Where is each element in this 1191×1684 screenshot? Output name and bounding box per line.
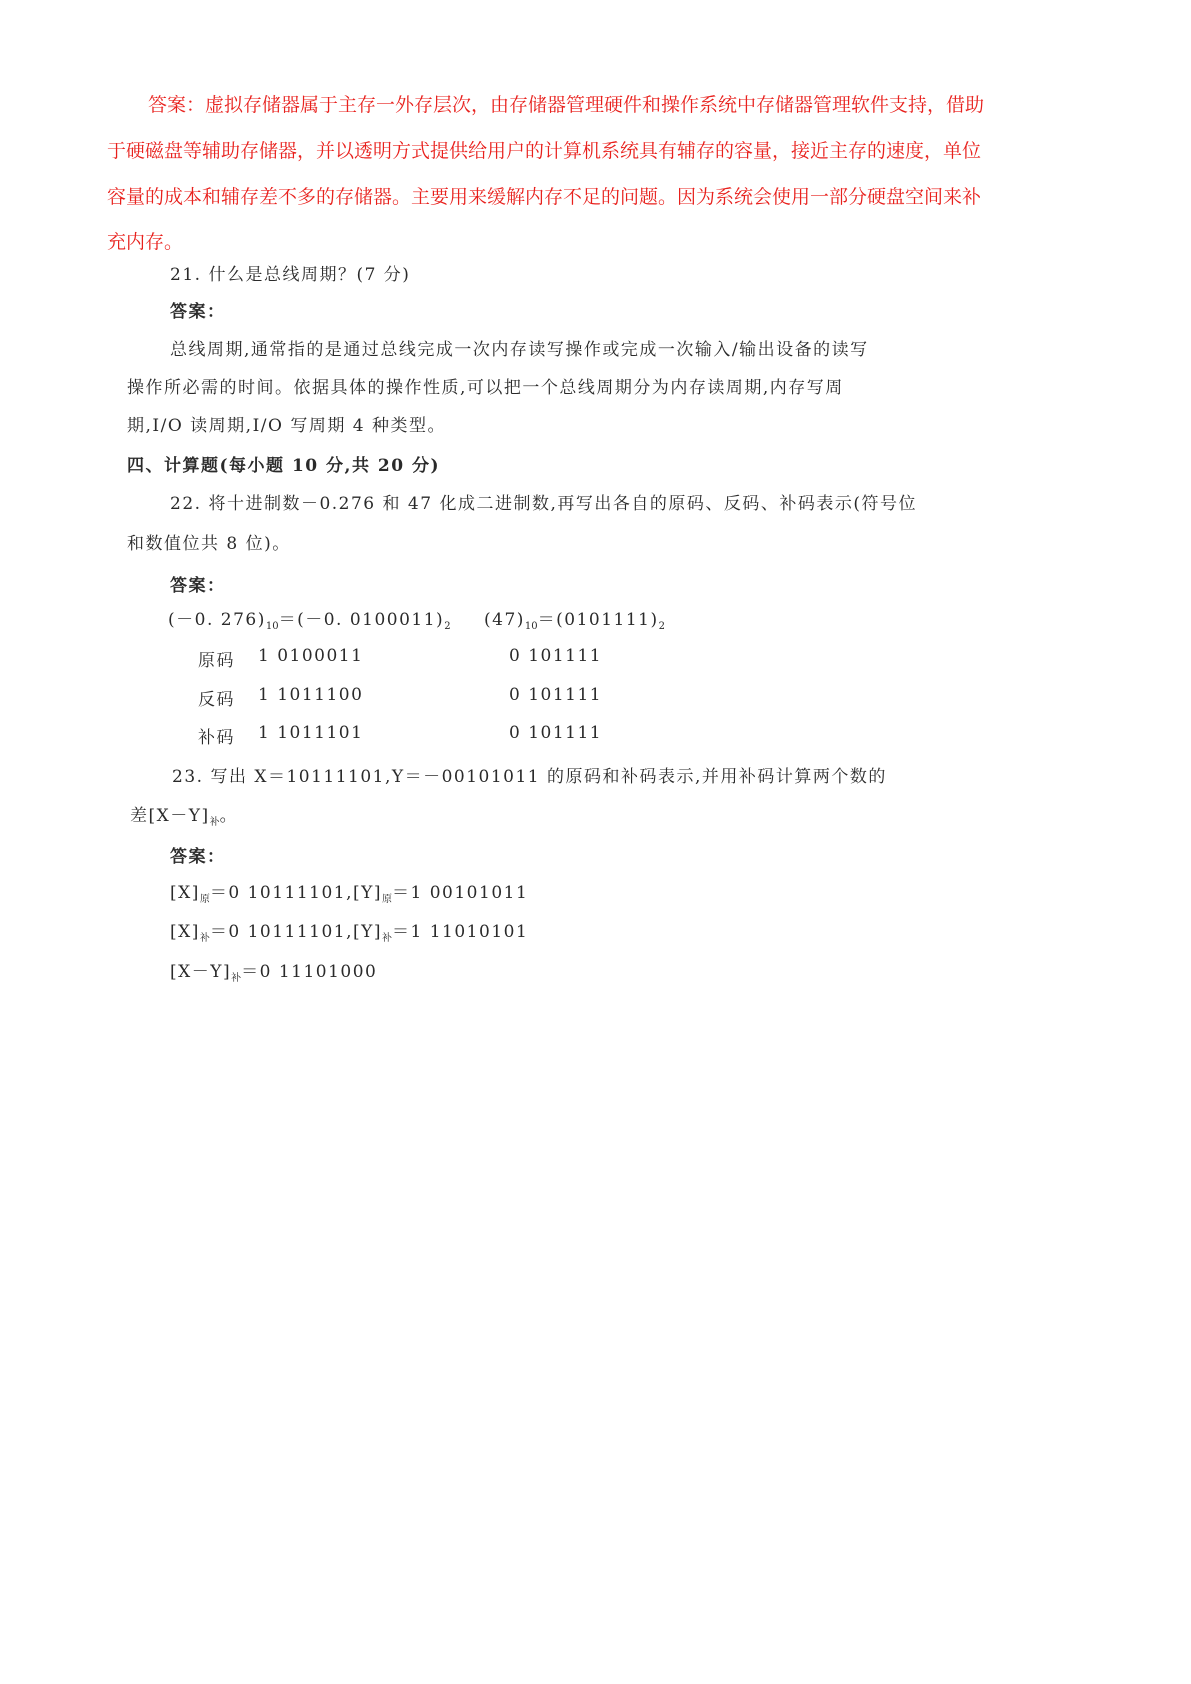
row-left-value: 1 1011100 xyxy=(258,685,364,705)
row-label: 补码 xyxy=(198,728,235,748)
q22-answer-label: 答案： xyxy=(170,576,226,596)
answer-intro-line-4: 充内存。 xyxy=(107,231,184,253)
q23-diff-sub: 补 xyxy=(209,817,220,828)
row-left-value: 1 0100011 xyxy=(258,646,364,666)
row-right-value: 0 101111 xyxy=(509,646,603,666)
answer-intro-line-2: 于硬磁盘等辅助存储器，并以透明方式提供给用户的计算机系统具有辅存的容量，接近主存的速度，单位 xyxy=(107,140,982,162)
q22-question-line-1: 22. 将十进制数－0.276 和 47 化成二进制数,再写出各自的原码、反码、补码表示(符号位 xyxy=(170,494,917,514)
r1-sub2: 原 xyxy=(382,894,393,905)
r2-sub2: 补 xyxy=(382,933,393,944)
answer-intro-line-1: 答案：虚拟存储器属于主存一外存层次，由存储器管理硬件和操作系统中存储器管理软件支持，借助 xyxy=(148,94,985,116)
r1-sub1: 原 xyxy=(199,894,210,905)
q22-question-line-2: 和数值位共 8 位)。 xyxy=(127,534,291,554)
q23-diff-label: 差[X－Y] xyxy=(130,806,210,826)
q21-answer-line-2: 操作所必需的时间。依据具体的操作性质,可以把一个总线周期分为内存读周期,内存写周 xyxy=(127,378,844,398)
q21-answer-line-1: 总线周期,通常指的是通过总线完成一次内存读写操作或完成一次输入/输出设备的读写 xyxy=(170,340,869,360)
r2-sub1: 补 xyxy=(199,933,210,944)
r3-a: [X－Y] xyxy=(170,962,232,982)
q22-conversion-right xyxy=(484,605,665,632)
r2-b: ＝0 10111101,[Y] xyxy=(209,922,383,942)
r3-b: ＝0 11101000 xyxy=(241,962,378,982)
q23-answer-row-3 xyxy=(170,957,377,984)
conv-right-result: ＝(0101111) xyxy=(537,610,659,630)
r1-c: ＝1 00101011 xyxy=(392,883,529,903)
r2-a: [X] xyxy=(170,922,200,942)
answer-intro-line-3: 容量的成本和辅存差不多的存储器。主要用来缓解内存不足的问题。因为系统会使用一部分硬盘空间来补 xyxy=(107,186,982,208)
r1-a: [X] xyxy=(170,883,200,903)
conv-right-value: (47) xyxy=(484,610,525,630)
q23-question-line-1: 23. 写出 X＝10111101,Y＝－00101011 的原码和补码表示,并用补码计算两个数的 xyxy=(172,767,887,787)
q21-answer-line-3: 期,I/O 读周期,I/O 写周期 4 种类型。 xyxy=(127,416,446,436)
conv-left-base: 10 xyxy=(265,621,279,632)
conv-right-result-base: 2 xyxy=(658,621,665,632)
q23-diff-end: 。 xyxy=(219,806,239,826)
q23-question-line-2 xyxy=(130,801,238,828)
r1-b: ＝0 10111101,[Y] xyxy=(209,883,383,903)
q21-question: 21. 什么是总线周期？(7 分) xyxy=(170,265,411,285)
r2-c: ＝1 11010101 xyxy=(392,922,529,942)
conv-left-result: ＝(－0. 0100011) xyxy=(278,610,445,630)
row-right-value: 0 101111 xyxy=(509,685,603,705)
q23-answer-row-2 xyxy=(170,917,528,944)
r3-sub1: 补 xyxy=(231,973,242,984)
row-label: 反码 xyxy=(198,690,235,710)
conv-left-result-base: 2 xyxy=(444,621,451,632)
row-left-value: 1 1011101 xyxy=(258,723,364,743)
row-label: 原码 xyxy=(198,651,235,671)
q21-answer-label: 答案： xyxy=(170,302,226,322)
q23-answer-label: 答案： xyxy=(170,847,226,867)
conv-right-base: 10 xyxy=(524,621,538,632)
q23-answer-row-1 xyxy=(170,878,528,905)
conv-left-value: (－0. 276) xyxy=(168,610,266,630)
q22-conversion-left xyxy=(168,605,451,632)
row-right-value: 0 101111 xyxy=(509,723,603,743)
section-title: 四、计算题(每小题 10 分,共 20 分) xyxy=(127,456,440,476)
